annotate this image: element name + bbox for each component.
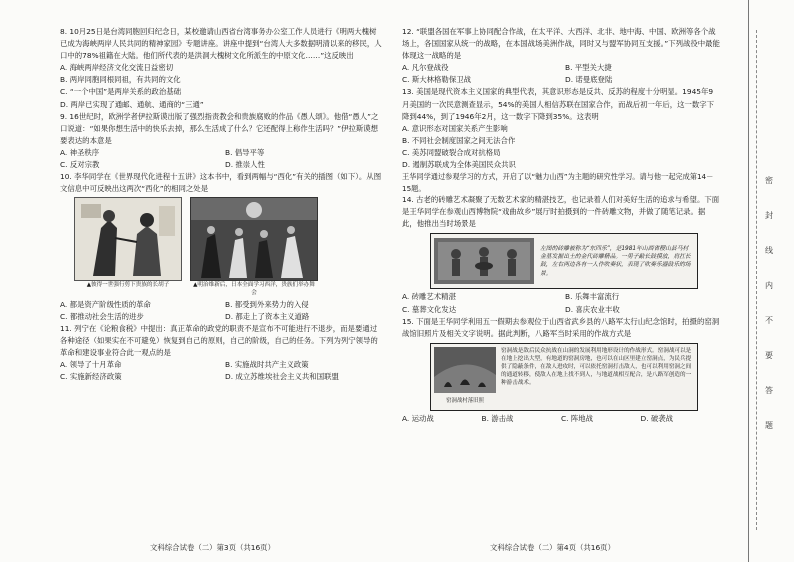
engraving-illustration	[75, 198, 181, 280]
seal-char-6: 要	[765, 351, 773, 360]
figure-peter-beard	[74, 197, 182, 297]
q8-option-c: C. “一个中国”是两岸关系的政治基础	[60, 87, 181, 97]
seal-char-1: 密	[765, 176, 773, 185]
q8-option-a: A. 海峡两岸经济文化交流日益密切	[60, 63, 174, 73]
seal-char-4: 内	[765, 281, 773, 290]
q14-option-a: A. 砖雕艺术精湛	[402, 292, 456, 302]
figure-2-caption: ▲明治维新后，日本全面学习西洋，贵族们举办舞会	[193, 282, 315, 296]
section-intro: 王华同学通过参观学习的方式，开启了以“魅力山西”为主题的研究性学习。请与他一起完成第14－15题。	[402, 172, 714, 193]
cave-village-photo	[434, 347, 496, 393]
q9-option-c: C. 反对宗教	[60, 160, 100, 170]
q9-option-b: B. 倡导平等	[225, 147, 265, 157]
brick-carving-illustration	[434, 238, 534, 284]
q13-option-a: A. 意识形态对国家关系产生影响	[402, 123, 508, 133]
question-13-stem: 13. 美国是现代资本主义国家的典型代表，其意识形态是反共、反苏的程度十分明显。1945年9月美国的一次民意测查显示，54%的美国人相信苏联在国家合作，而战后初一年后，这一数字下降到44%，到了1946年2月，这一数字下降到35%。这表明	[402, 87, 715, 121]
ballroom-illustration	[191, 198, 317, 280]
binding-line	[748, 0, 749, 562]
brick-carving-photo	[434, 238, 534, 284]
q14-option-c: C. 墓葬文化发达	[402, 304, 457, 314]
seal-dotted-line	[756, 30, 757, 530]
q10-option-c: C. 都推动社会生活的进步	[60, 311, 144, 321]
left-page-footer: 文科综合试卷（二）第3页（共16页）	[150, 543, 275, 552]
q11-option-c: C. 实施新经济政策	[60, 372, 122, 382]
q15-option-b: B. 游击战	[481, 413, 514, 423]
question-11-options	[60, 359, 382, 383]
question-10-options	[60, 299, 382, 323]
figure-1-caption: ▲彼得一世强行剪下贵族的长胡子	[86, 282, 170, 289]
question-12-stem: 12. “联盟各国在军事上协同配合作战，在太平洋、大西洋、北非、地中海、中国、欧洲等各个战场上，各国国家从统一的战略，在本国战场美洲作战，同时又与盟军协同互支援。”下列战役中最能体现这一战略的是	[402, 27, 720, 61]
q11-option-b: B. 实施战时共产主义政策	[225, 359, 309, 369]
question-11-stem: 11. 列宁在《论粮食税》中提出：真正革命的政党的职责不是宣布不可能进行不退步，而是要通过各种途径（如果实在不可避免）恢复到自己的原则，自己的阶级，自己的任务。下列为列宁领导的革命和建设事业符合此一观点的是	[60, 323, 378, 357]
question-13-options	[402, 123, 720, 171]
seal-line-strip	[734, 0, 794, 562]
right-page-footer: 文科综合试卷（二）第4页（共16页）	[490, 543, 615, 552]
q12-option-a: A. 凡尔登战役	[402, 63, 449, 73]
q15-info-box	[430, 343, 698, 411]
seal-char-8: 题	[765, 421, 773, 430]
q12-option-b: B. 平型关大捷	[565, 63, 612, 73]
engraving-image	[74, 197, 182, 281]
q11-option-a: A. 领导了十月革命	[60, 359, 122, 369]
question-12-options	[402, 62, 720, 86]
q8-option-b: B. 两岸同胞同根同祖，有共同的文化	[60, 75, 181, 85]
question-9-options	[60, 147, 382, 171]
ballroom-image	[190, 197, 318, 281]
q15-photo-caption: 窑洞战村落旧照	[446, 397, 484, 404]
question-10-stem: 10. 李华同学在《世界现代化进程十五讲》这本书中，看到两幅与“西化”有关的插图（如下）。从图文信息中可反映出这两次“西化”的相同之处是	[60, 172, 382, 194]
q15-option-a: A. 运动战	[402, 413, 434, 423]
q14-info-box	[430, 233, 698, 289]
seal-char-5: 不	[765, 316, 773, 325]
q12-option-d: D. 诺曼底登陆	[565, 75, 613, 85]
question-15-stem: 15. 下面是王华同学利用五一假期去参观位于山西省武乡县的八路军太行山纪念馆时，拍摄的窑洞战馆旧照片及相关文字说明。据此判断，八路军当时采用的作战方式是	[402, 316, 720, 338]
question-15-options	[402, 413, 720, 425]
q15-photo-block	[434, 347, 496, 407]
seal-char-7: 答	[765, 386, 773, 395]
q14-option-b: B. 乐舞丰富流行	[565, 292, 620, 302]
q13-option-c: C. 美苏同盟破裂合成对抗格局	[402, 147, 501, 157]
q13-option-d: D. 遏制苏联成为全体美国民众共识	[402, 160, 516, 170]
q8-option-d: D. 两岸已实现了通邮、通航、通商的“三通”	[60, 99, 204, 109]
question-14-stem: 14. 古老的砖雕艺术凝聚了无数艺术家的精湛技艺，也记录着人们对美好生活的追求与希望。下面是王华同学在参观山西博物院“戏曲故乡”展厅时拍摄到的一件砖雕文物，并做了随笔记录。据此，他推出当时场景是	[402, 195, 720, 229]
question-14-options	[402, 291, 720, 315]
q15-option-c: C. 阵地战	[561, 413, 594, 423]
q15-option-d: D. 破袭战	[640, 413, 674, 423]
question-9-stem: 9. 16世纪时，欧洲学者伊拉斯谟出版了强烈指责教会和贵族腐败的作品《愚人颂》。他借“愚人”之口说道：“如果你想生活中的快乐去掉，那么生活成了什么？它还配得上称作生活吗？”伊拉斯谟想要表达的本意是	[60, 111, 379, 145]
figure-meiji-ball	[190, 197, 318, 297]
q10-option-b: B. 都受到外来势力的入侵	[225, 299, 309, 309]
question-8-options	[60, 62, 382, 110]
q10-option-d: D. 都走上了资本主义道路	[225, 311, 310, 321]
left-column	[60, 26, 382, 383]
q11-option-d: D. 成立苏维埃社会主义共和国联盟	[225, 372, 339, 382]
q10-option-a: A. 都是资产阶级性质的革命	[60, 299, 151, 309]
q9-option-d: D. 推崇人性	[225, 160, 265, 170]
seal-char-3: 线	[765, 246, 773, 255]
question-8-stem: 8. 10月25日是台湾同胞回归纪念日，某校邀请山西省台湾事务办公室工作人员进行《明两大槐树已成为海峡两岸人民共同的精神家园》专题讲座。讲座中提到“台湾人大多数据明清以来的移民，人口中的78%祖籍在大陆。他们所代表的是洪洞大槐树文化所派生的中原文化……”这反映出	[60, 27, 382, 61]
q14-box-text: 左图的砖雕被称为“东四乐”，是1981年山西省稷山县马村金墓发掘出土的金代砖雕精品。一男子敲长鼓摸放，肩扛长鼓，左右两边各有一人作吹奏状，表现了吹奏乐器鼓乐的场景。	[540, 245, 691, 277]
q15-box-text: 窑洞战是敌后民众抗战在山洞的发展利用地形设计的作战形式。窑洞战可以是在地上挖出大型，有地道的窑洞房地，也可以在山区里建立窑洞点，为民兵提供了隐蔽条件，在敌人进攻时，可以依托窑洞打击敌人，也可以利用窑洞之间的通道转移，使敌人在地上找不到人，与地道战相互配合，是八路军创造的一种游击战术。	[501, 347, 692, 386]
q12-option-c: C. 斯大林格勒保卫战	[402, 75, 471, 85]
question-10-figures	[74, 197, 382, 297]
q14-option-d: D. 喜庆农业丰收	[565, 304, 620, 314]
right-column	[402, 26, 720, 425]
seal-char-2: 封	[765, 211, 773, 220]
q9-option-a: A. 神圣秩序	[60, 147, 100, 157]
q13-option-b: B. 不同社会制度国家之间无法合作	[402, 135, 516, 145]
cave-village-illustration	[434, 347, 496, 393]
